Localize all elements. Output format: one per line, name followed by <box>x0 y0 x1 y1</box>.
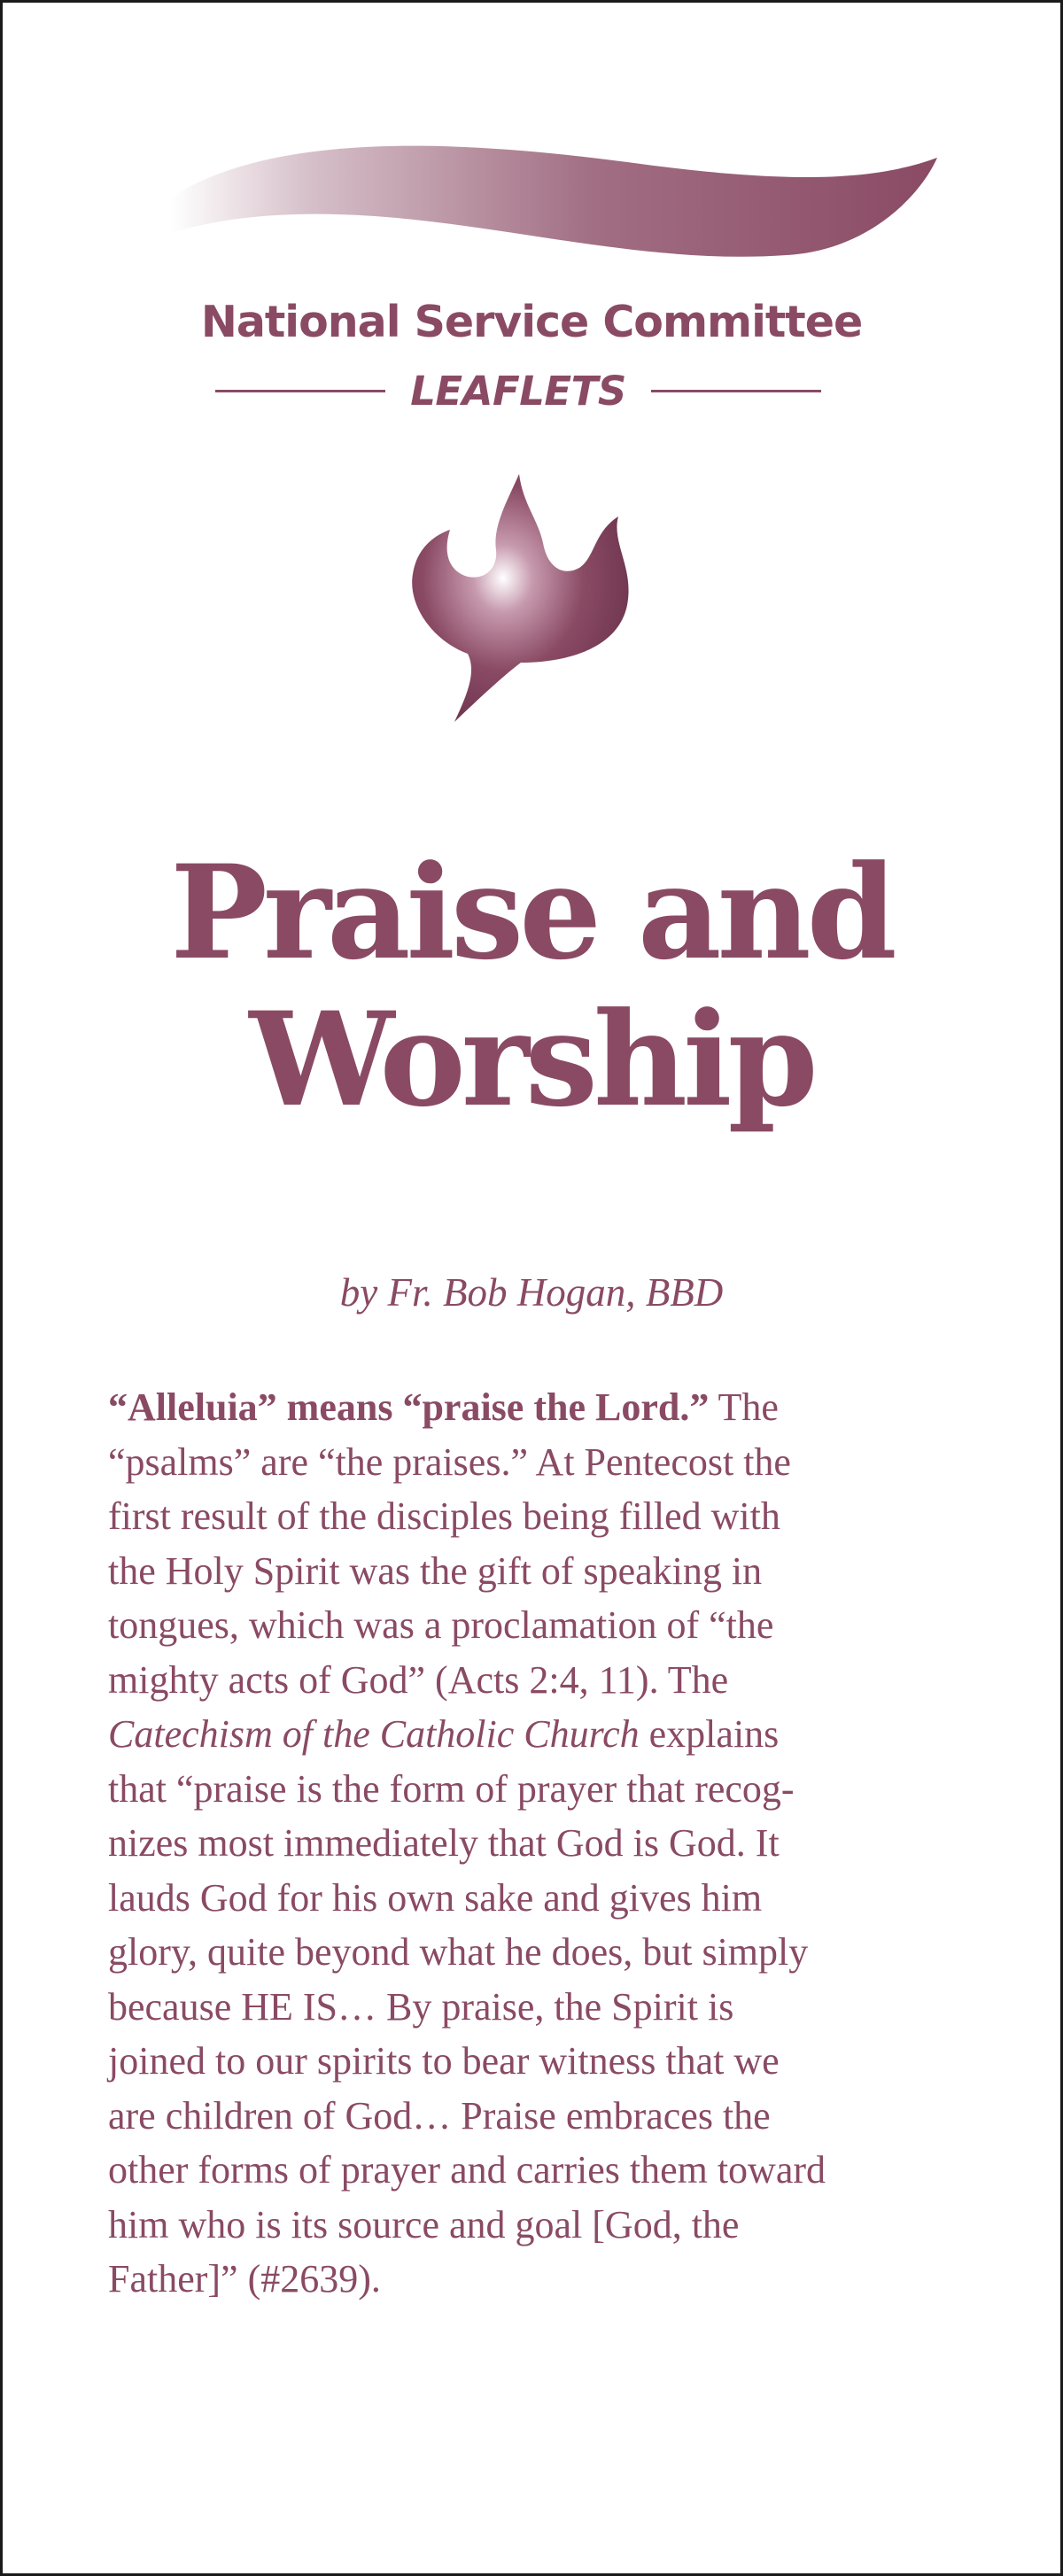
holy-spirit-flame-icon <box>406 472 636 725</box>
series-header <box>215 364 821 417</box>
lead-sentence: “Alleluia” means “praise the Lord.” <box>108 1385 710 1429</box>
author-byline: by Fr. Bob Hogan, BBD <box>339 1270 724 1315</box>
body-text-part-1: The “psalms” are “the praises.” At Pentecost the first result of the disciples being filled with the Holy Spirit was the gift of speaking in tongues, which was a proclamation of “the mighty acts of God” (Acts 2:4, 11). The <box>108 1385 791 1702</box>
book-title: Catechism of the Catholic Church <box>108 1712 640 1756</box>
organization-name: National Service Committee <box>200 297 863 347</box>
series-label: LEAFLETS <box>410 367 626 415</box>
body-paragraph <box>108 1380 957 2307</box>
body-text-part-2: explains that “praise is the form of prayer that recog- nizes most immediately that God is God. It lauds God for his own sake and gives him glory, quite beyond what he does, but simply because HE IS… By praise, the Spirit is joined to our spirits to bear witness that we are children of God… Praise embraces the other forms of prayer and carries them toward him who is its source and goal [God, the Father]” (#2639). <box>108 1712 826 2301</box>
leaflet-title <box>3 837 1060 1136</box>
title-line-2: Worship <box>249 984 814 1136</box>
left-divider <box>215 390 385 392</box>
ribbon-swoosh-icon <box>167 136 946 268</box>
right-divider <box>651 390 821 392</box>
title-line-1: Praise and <box>170 837 893 989</box>
